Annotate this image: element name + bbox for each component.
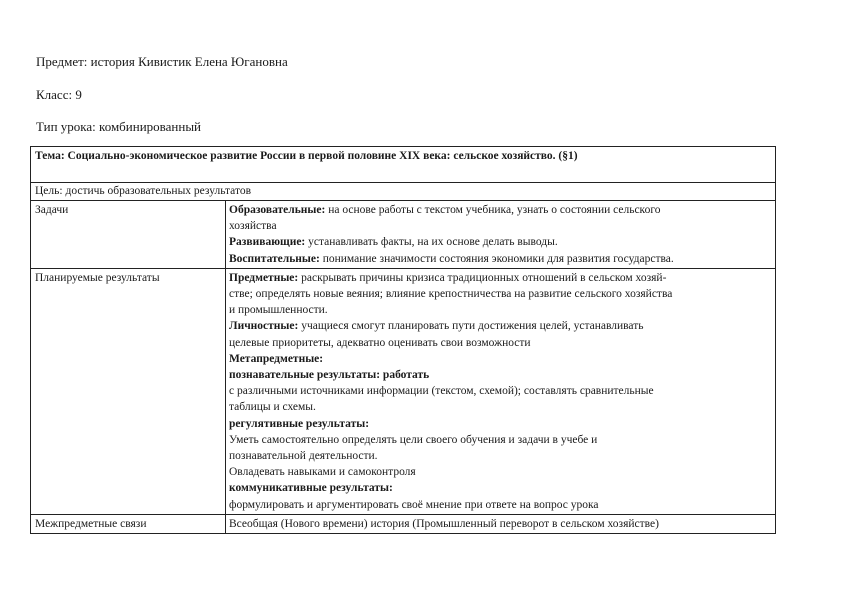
regulative-results-line-2: познавательной деятельности.: [229, 450, 378, 463]
subject-results-line-2: стве; определять новые веяния; влияние крепостничества на развитие сельского хозяйства: [229, 288, 673, 301]
planned-results-row: [31, 269, 775, 515]
regulative-results-label: регулятивные результаты:: [229, 417, 370, 430]
lesson-type-label: Тип урока:: [36, 119, 96, 134]
personal-results-line-2: целевые приоритеты, адекватно оценивать свои возможности: [229, 336, 531, 349]
cognitive-results-line-1: с различными источниками информации (текстом, схемой); составлять сравнительные: [229, 385, 654, 398]
lesson-type-line: [36, 119, 201, 135]
topic-text: Тема: Социально-экономическое развитие России в первой половине XIX века: сельское хозяйство. (§1): [35, 150, 578, 162]
tasks-row: [31, 201, 775, 269]
subject-label: Предмет:: [36, 54, 88, 69]
regulative-results-line-1: Уметь самостоятельно определять цели своего обучения и задачи в учебе и: [229, 433, 598, 446]
regulative-results-heading: [229, 416, 771, 432]
subject-results-label: Предметные:: [229, 271, 299, 284]
class-line: [36, 87, 82, 103]
personal-results-line: [229, 318, 771, 334]
communicative-results-heading: [229, 480, 771, 496]
lesson-plan-table: [30, 146, 776, 534]
class-value: 9: [75, 87, 82, 102]
personal-results-label: Личностные:: [229, 320, 299, 333]
tasks-label: Задачи: [31, 201, 226, 268]
interdisciplinary-label: Межпредметные связи: [31, 515, 226, 533]
tasks-content: [226, 201, 775, 268]
cognitive-results-label: познавательные результаты: работать: [229, 369, 430, 382]
subject-value: история Кивистик Елена Югановна: [90, 54, 288, 69]
interdisciplinary-value: Всеобщая (Нового времени) история (Промышленный переворот в сельском хозяйстве): [229, 517, 659, 530]
personal-results-text: учащиеся смогут планировать пути достижения целей, устанавливать: [301, 320, 644, 333]
subject-results-line: [229, 270, 771, 286]
regulative-results-line-3: Овладевать навыками и самоконтроля: [229, 466, 416, 479]
communicative-results-label: коммуникативные результаты:: [229, 482, 393, 495]
planned-results-label: Планируемые результаты: [31, 269, 226, 514]
subject-results-text: раскрывать причины кризиса традиционных отношений в сельском хозяй-: [301, 271, 667, 284]
cognitive-results-heading: [229, 367, 771, 383]
lesson-type-value: комбинированный: [99, 119, 202, 134]
class-label: Класс:: [36, 87, 73, 102]
planned-results-content: [226, 269, 775, 514]
upbringing-text: понимание значимости состояния экономики для развития государства.: [322, 252, 674, 265]
goal-text: Цель: достичь образовательных результатов: [35, 185, 252, 197]
educational-label: Образовательные:: [229, 204, 326, 216]
upbringing-label: Воспитательные:: [229, 252, 320, 265]
upbringing-line: [229, 251, 771, 267]
educational-line-2: хозяйства: [229, 220, 277, 233]
meta-results-heading: [229, 351, 771, 367]
developing-text: устанавливать факты, на их основе делать выводы.: [308, 236, 558, 249]
communicative-results-line: формулировать и аргументировать своё мнение при ответе на вопрос урока: [229, 498, 599, 511]
meta-results-label: Метапредметные:: [229, 352, 324, 365]
developing-label: Развивающие:: [229, 236, 306, 249]
educational-text: на основе работы с текстом учебника, узнать о состоянии сельского: [328, 204, 661, 216]
cognitive-results-line-2: таблицы и схемы.: [229, 401, 316, 414]
developing-line: [229, 234, 771, 250]
interdisciplinary-row: [31, 515, 775, 533]
subject-results-line-3: и промышленности.: [229, 304, 328, 317]
goal-row: [31, 183, 775, 201]
subject-line: [36, 54, 288, 70]
topic-row: [31, 147, 775, 183]
educational-line: [229, 202, 771, 218]
